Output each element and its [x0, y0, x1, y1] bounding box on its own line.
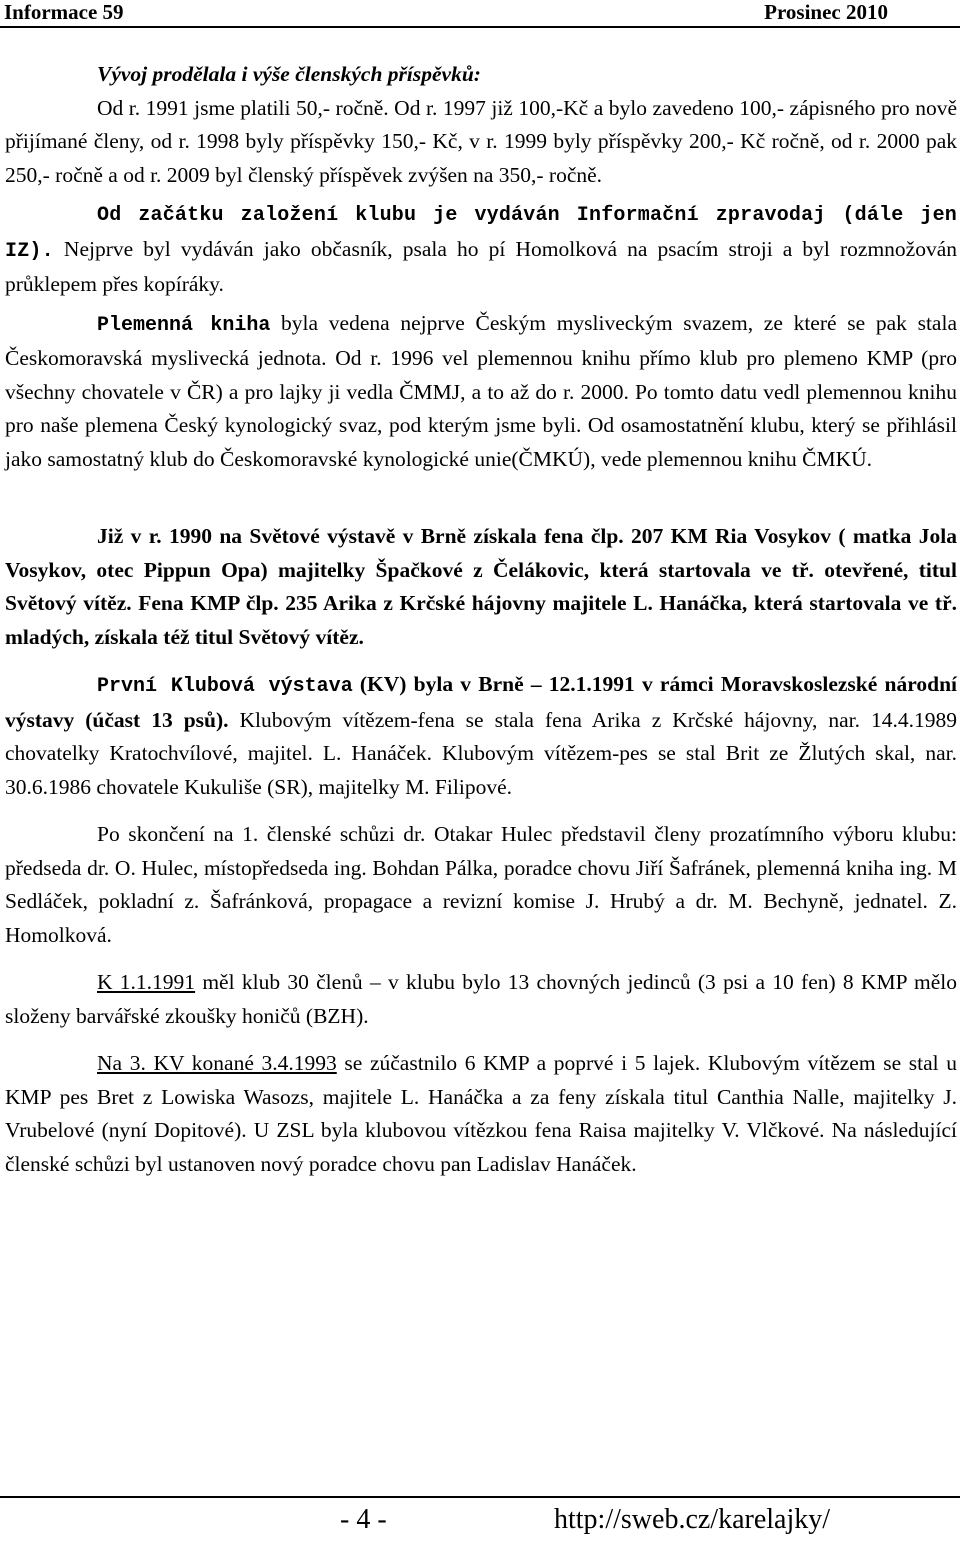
newsletter-text: Nejprve byl vydáván jako občasník, psala ho pí Homolková na psacím stroji a byl rozmnožován průklepem přes kopíráky.: [5, 236, 957, 296]
newsletter-bold: Od začátku založení klubu je vydáván Informační zpravodaj (dále jen IZ).: [5, 204, 957, 263]
fees-text: Od r. 1991 jsme platili 50,- ročně. Od r. 1997 již 100,-Kč a bylo zavedeno 100,- zápisného pro nově přijímané členy, od r. 1998 byly příspěvky 150,- Kč, v r. 1999 byly příspěvky 200,- Kč ročně, od r. 2000 pak 250,- ročně a od r. 2009 byl členský příspěvek zvýšen na 350,- ročně.: [5, 95, 957, 187]
page-footer: [0, 1496, 960, 1541]
article-body: [5, 58, 957, 1181]
members-date: K 1.1.1991: [97, 970, 196, 994]
first-show-bold: (KV) byla v Brně – 12.1.1991 v rámci Moravskoslezské národní výstavy (účast 13 psů).: [5, 672, 957, 732]
third-show-text: se zúčastnilo 6 KMP a poprvé i 5 lajek. Klubovým vítězem se stal u KMP pes Bret z Lowiska Wasozs, majitele L. Hanáčka a za feny získala titul Canthia Nalle, majitelky J. Vrubelové (nyní Dopitové). U ZSL byla klubovou vítězkou fena Raisa majitelky V. Vlčkové. Na následující členské schůzi byl ustanoven nový poradce chovu pan Ladislav Hanáček.: [5, 1051, 958, 1176]
paragraph-committee: [5, 818, 957, 952]
studbook-bold: Plemenná kniha: [97, 313, 271, 337]
paragraph-studbook: [5, 307, 957, 477]
studbook-text: byla vedena nejprve Českým mysliveckým svazem, ze které se pak stala Českomoravská myslivecká jednota. Od r. 1996 vel plemennou knihu přímo klub pro plemeno KMP (pro všechny chovatele v ČR) a pro lajky ji vedla ČMMJ, a to až do r. 2000. Po tomto datu vedl plemennou knihu pro naše plemena Český kynologický svaz, pod kterým jsme byli. Od osamostatnění klubu, který se přihlásil jako samostatný klub do Českomoravské kynologické unie(ČMKÚ), vede plemennou knihu ČMKÚ.: [5, 310, 957, 471]
fees-heading: Vývoj prodělala i výše členských příspěvků:: [97, 62, 481, 86]
first-show-label: První Klubová výstava: [97, 675, 353, 698]
page-header: [0, 0, 960, 28]
page-number: - 4 -: [340, 1504, 387, 1535]
paragraph-newsletter: [5, 197, 957, 302]
committee-text: Po skončení na 1. členské schůzi dr. Otakar Hulec představil členy prozatímního výboru klubu: předseda dr. O. Hulec, místopředseda ing. Bohdan Pálka, poradce chovu Jiří Šafránek, plemenná kniha ing. M Sedláček, pokladní z. Šafránková, propagace a revizní komise J. Hrubý a dr. M. Bechyně, jednatel. Z. Homolková.: [5, 822, 957, 947]
first-show-text: Klubovým vítězem-fena se stala fena Arika z Krčské hájovny, nar. 14.4.1989 chovatelky Kratochvílové, majitel. L. Hanáček. Klubovým vítězem-pes se stal Brit ze Žlutých skal, nar. 30.6.1986 chovatele Kukuliše (SR), majitelky M. Filipové.: [5, 707, 957, 799]
third-show-date: Na 3. KV konané 3.4.1993: [97, 1051, 337, 1075]
members-text: měl klub 30 členů – v klubu bylo 13 chovných jedinců (3 psi a 10 fen) 8 KMP mělo složeny barvářské zkoušky honičů (BZH).: [5, 970, 957, 1028]
paragraph-first-show: [5, 668, 957, 804]
footer-url[interactable]: http://sweb.cz/karelajky/: [554, 1504, 831, 1535]
paragraph-members: [5, 966, 957, 1033]
section-heading: [5, 58, 957, 92]
paragraph-fees: [5, 92, 957, 193]
paragraph-third-show: [5, 1047, 957, 1181]
paragraph-world-show: [5, 520, 957, 654]
world-show-bold: Již v r. 1990 na Světové výstavě v Brně získala fena člp. 207 KM Ria Vosykov ( matka Jola Vosykov, otec Pippun Opa) majitelky Špačkové z Čelákovic, která startovala ve tř. otevřené, titul Světový vítěz. Fena KMP člp. 235 Arika z Krčské hájovny majitele L. Hanáčka, která startovala ve tř. mladých, získala též titul Světový vítěz.: [5, 524, 957, 649]
issue-number: Informace 59: [4, 0, 124, 24]
issue-date: Prosinec 2010: [764, 0, 888, 24]
